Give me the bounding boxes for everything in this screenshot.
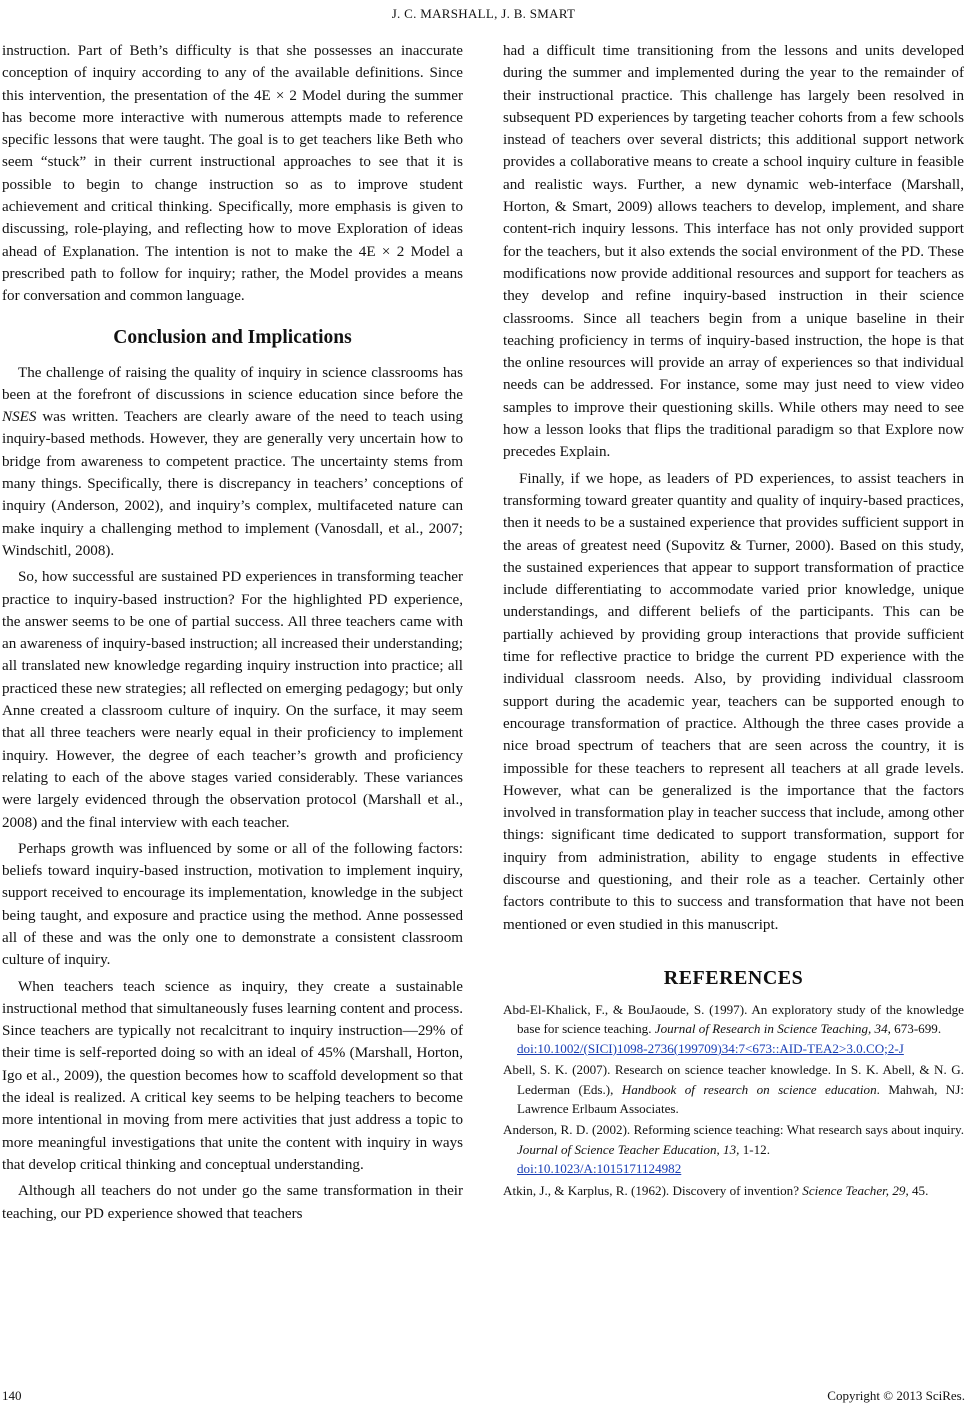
paragraph-continued: had a difficult time transitioning from the lessons and units developed during the summer and implemented during the year to the remainder of their instructional practice. This challenge has largely been resolved in subsequent PD experiences by targeting teacher cohorts from a few schools instead of teachers over several districts; this additional support network provides a collaborative means to create a school inquiry culture in feasible and realistic ways. Further, a new dynamic web-interface (Marshall, Horton, & Smart, 2009) allows teachers to develop, implement, and share content-rich inquiry lessons. This interface has not only provided support for the teachers, but it also extends the social environment of the PD. These modifications now provide additional resources and support for teachers as they develop and refine inquiry-based instruction in their science classrooms. Since all teachers begin from a unique baseline in their teaching proficiency in terms of inquiry-based instruction, the hope is that the online resources will provide an array of experiences so that individual needs can be addressed. For instance, some may just need to view video samples to improve their questioning skills. While others may need to see how a lesson looks that flips the traditional paradigm so that Explore now precedes Explain.: [503, 43, 964, 461]
ref-journal: Journal of Research in Science Teaching, 34,: [654, 1021, 891, 1037]
ref-text: 45.: [908, 1182, 929, 1198]
reference-item: [503, 1060, 964, 1118]
paragraph-text: The challenge of raising the quality of inquiry in science classrooms has been at the forefront of discussions in science education since before the: [2, 364, 463, 403]
ref-journal: Journal of Science Teacher Education, 13,: [517, 1141, 740, 1157]
ref-text: . Mahwah, NJ: Lawrence Erlbaum Associates.: [517, 1081, 964, 1116]
page-number: 140: [2, 1388, 22, 1403]
references-list: [503, 1000, 964, 1200]
paragraph-success: So, how successful are sustained PD experiences in transforming teacher practice to inquiry-based instruction? For the highlighted PD experience, the answer seems to be one of partial success. All three teachers came with an awareness of inquiry-based instruction; all increased their understanding; all translated new knowledge regarding inquiry instruction into practice; all practiced these new strategies; all reflected on emerging pedagogy; but only Anne created a classroom culture of inquiry. On the surface, it may seem that all three teachers were nearly equal in their proficiency to implement inquiry. However, the degree of each teacher’s growth and proficiency relating to each of the above stages varied considerably. These variances were largely evidenced through the observation protocol (Marshall et al., 2008) and the final interview with each teacher.: [2, 569, 463, 831]
right-column: [503, 40, 964, 1202]
ref-text: 673-699.: [890, 1021, 942, 1037]
left-column: [2, 40, 463, 1229]
nses-emphasis: NSES: [2, 409, 37, 426]
paragraph-text: was written. Teachers are clearly aware of the need to teach using inquiry-based methods. However, they are generally very uncertain how to bridge from awareness to competent practice. The uncertainty stems from many things. Specifically, there is discrepancy in teachers’ conceptions of inquiry (Anderson, 2002), and inquiry’s complex, multifaceted nature can make inquiry a challenging method to implement (Vanosdall, et al., 2007; Windschitl, 2008).: [2, 409, 463, 559]
reference-item: [503, 1120, 964, 1178]
paragraph-sustainable: When teachers teach science as inquiry, they create a sustainable instructional method that simultaneously fuses learning content and process. Since teachers are typically not recalcitrant to inquiry instruction—29% of their time is self-reported doing so with an ideal of 45% (Marshall, Horton, Igo et al., 2009), the question becomes how to scaffold development so that the ideal is realized. A critical key seems to be helping teachers to become more intentional in moving from mere activities that just address a topic to more meaningful investigations that unite the content with inquiry in ways that develop critical thinking and conceptual understanding.: [2, 978, 463, 1173]
paragraph-transformation: Although all teachers do not under go the same transformation in their teaching, our PD experience showed that teachers: [2, 1183, 463, 1222]
paragraph-finally: Finally, if we hope, as leaders of PD experiences, to assist teachers in transforming toward greater quantity and quality of inquiry-based practices, then it needs to be a sustained experience that provides sufficient support in the areas of greatest need (Supovitz & Turner, 2000). Based on this study, the sustained experiences that appear to support transformation of practice include differentiating to accommodate varied prior knowledge, unique understandings, and different beliefs of the participants. This can be partially achieved by providing group interactions that provide sufficient time for reflective practice to bridge the current PD experience with the individual classroom needs. Also, by providing individual classroom support during the academic year, teachers can be supported enough to encourage transformation of practice. Although the three cases provide a nice broad spectrum of teachers that are seen across the country, it is impossible for these teachers to represent all teachers at all grade levels. However, what can be generalized is the importance that the factors involved in transformation play in teacher success that include, among other things: significant time dedicated to support transformation, support for inquiry from administration, ability to engage students in effective discourse and questioning, and their role as a teacher. Certainly other factors contribute to this to success and transformation that have not been mentioned or even studied in this manuscript.: [503, 470, 964, 933]
reference-item: [503, 1000, 964, 1058]
copyright-notice: Copyright © 2013 SciRes.: [827, 1388, 965, 1403]
ref-text: 1-12.: [739, 1141, 770, 1157]
ref-journal: Science Teacher, 29,: [802, 1182, 909, 1198]
running-head: J. C. MARSHALL, J. B. SMART: [391, 6, 576, 21]
ref-book-title: Handbook of research on science education: [621, 1081, 877, 1097]
references-heading: REFERENCES: [663, 966, 804, 989]
ref-text: Abell, S. K. (2007). Research on science teacher knowledge. In S. K. Abell, & N. G. Lederman (Eds.),: [503, 1062, 964, 1097]
ref-text: Anderson, R. D. (2002). Reforming science teaching: What research says about inquiry.: [503, 1122, 964, 1138]
intro-paragraph: instruction. Part of Beth’s difficulty is that she possesses an inaccurate conception of inquiry according to any of the available definitions. Since this intervention, the presentation of the 4E × 2 Model during the summer has become more interactive with numerous attempts made to reference specific lessons that were taught. The goal is to get teachers like Beth who seem “stuck” in their current instructional approaches to see that it is possible to begin to change instruction so as to improve student achievement and critical thinking. Specifically, more emphasis is given to discussing, role-playing, and reflecting how to move Exploration of ideas ahead of Explanation. The intention is not to make the 4E × 2 Model a prescribed path to follow for inquiry; rather, the Model provides a means for conversation and common language.: [2, 43, 463, 305]
ref-text: Abd-El-Khalick, F., & BouJaoude, S. (1997). An exploratory study of the knowledge base for science teaching.: [503, 1001, 964, 1037]
section-heading-conclusion: Conclusion and Implications: [113, 326, 352, 348]
reference-item: [503, 1181, 964, 1200]
doi-link[interactable]: doi:10.1023/A:1015171124982: [517, 1161, 682, 1177]
doi-link[interactable]: doi:10.1002/(SICI)1098-2736(199709)34:7<673::AID-TEA2>3.0.CO;2-J: [517, 1040, 904, 1056]
ref-text: Atkin, J., & Karplus, R. (1962). Discovery of invention?: [503, 1182, 803, 1198]
paragraph-challenge: [2, 362, 463, 563]
paragraph-growth: Perhaps growth was influenced by some or all of the following factors: beliefs toward inquiry-based instruction, motivation to implement inquiry, support received to encourage its implementation, knowledge in the subject being taught, and exposure and practice using the method. Anne possessed all of these and was the only one to demonstrate a consistent classroom culture of inquiry.: [2, 840, 463, 969]
